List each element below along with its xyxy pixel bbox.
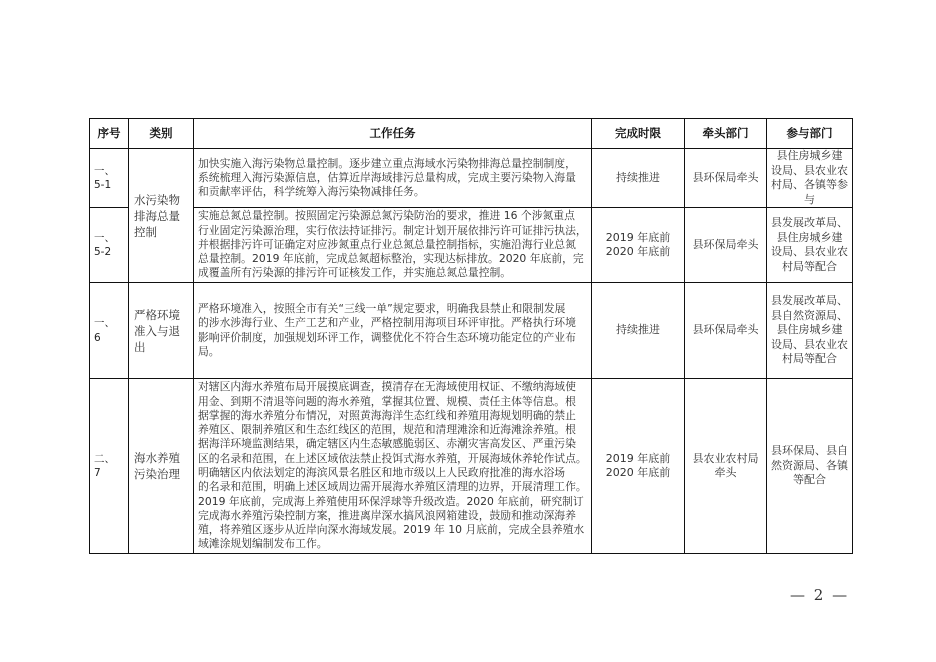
text-line: 县农业农村局 [692,451,759,465]
text-line: 用金、到期不清退等问题的海水养殖，掌握其位置、规模、责任主体等信息。根 [198,394,576,408]
lead-dept-cell [685,379,767,554]
text-line: 污染治理 [134,467,180,481]
text-line: 一、 [94,317,115,329]
table-row [90,149,853,208]
text-line: 县环保局牵头 [692,323,759,337]
header-participants: 参与部门 [767,119,853,149]
text-line: 和贡献率评估，科学统筹入海污染物减排任务。 [198,185,425,199]
text-line: 准入与退 [134,323,180,338]
text-line: 县住房城乡建 [776,149,843,162]
text-line: 2019 年底前，完成海上养殖使用环保浮球等升级改造。2020 年底前，研究制订 [198,494,584,508]
deadline-cell [592,208,685,283]
participants-cell [767,283,853,379]
task-cell [194,208,592,283]
text-line: 县环保局牵头 [692,237,759,251]
task-cell [194,379,592,554]
category-cell [129,283,194,379]
header-deadline: 完成时限 [592,119,685,149]
text-line: 等配合 [793,473,826,487]
header-category: 类别 [129,119,194,149]
text-line: 一、 [94,164,115,177]
header-task: 工作任务 [194,119,592,149]
text-line: 排海总量 [134,208,180,223]
header-lead-dept: 牵头部门 [685,119,767,149]
task-table [89,118,853,554]
page-number: — 2 — [790,586,850,604]
deadline-cell [592,149,685,208]
text-line: 局。 [198,344,220,358]
text-line: 行业固定污染源治理，实行依法持证排污。制定计划开展依排污许可证排污执法， [198,223,587,237]
text-line: 村局、各镇等参 [771,178,848,191]
text-line: 水污染物 [134,192,180,207]
participants-cell [767,379,853,554]
text-line: 控制 [134,224,157,239]
text-line: 与 [804,192,815,206]
lead-dept-cell [685,283,767,379]
text-line: 一、 [94,231,115,244]
text-line: 5-1 [94,179,112,191]
text-line: 设局、县农业农 [771,337,848,351]
text-line: 对辖区内海水养殖布局开展摸底调查，摸清存在无海域使用权证、不缴纳海域使 [198,380,576,394]
category-cell [129,379,194,554]
serial-cell [90,283,129,379]
text-line: 严格环境 [134,307,180,322]
text-line: 系统梳理入海污染源信息，估算近岸海域排污总量构成，完成主要污染物入海量 [198,170,576,184]
text-line: 影响评价制度，加强规划环评工作，调整优化不符合生态环境功能定位的产业布 [198,330,576,344]
header-serial: 序号 [90,119,129,149]
text-line: 完成海水养殖污染控制方案，推进离岸深水搞风浪网箱建设，鼓励和推动深海养 [198,508,576,522]
text-line: 加快实施入海污染物总量控制。逐步建立重点海域水污染物排海总量控制制度， [198,156,576,170]
text-line: 县自然资源局、 [771,308,848,322]
text-line: 二、 [94,452,115,465]
serial-cell [90,208,129,283]
deadline-cell [592,283,685,379]
text-line: 县环保局牵头 [692,170,759,184]
table-row [90,283,853,379]
text-line: 牵头 [714,466,737,479]
text-line: 域滩涂规划编制发布工作。 [198,537,328,551]
text-line: 县住房城乡建 [776,323,843,337]
text-line: 县发展改革局、 [771,216,848,229]
text-line: 县发展改革局、 [771,294,848,308]
text-line: 设局、县农业农 [771,163,848,177]
category-cell [129,149,194,283]
text-line: 然资源局、各镇 [771,458,848,472]
text-line: 2019 年底前 [605,230,671,244]
text-line: 据海洋环境监测结果，确定辖区内生态敏感脆弱区、赤潮灾害高发区、严重污染 [198,437,576,451]
table-header-row [90,119,853,149]
participants-cell [767,208,853,283]
text-line: 县环保局、县自 [771,444,848,458]
text-line: 严格环境准入，按照全市有关“三线一单”规定要求，明确我县禁止和限制发展 [198,301,566,315]
serial-cell [90,379,129,554]
text-line: 并根据排污许可证确定对应涉氮重点行业总氮总量控制指标，实施沿海行业总氮 [198,237,576,251]
text-line: 明确辖区内依法划定的海滨风景名胜区和地市级以上人民政府批准的海水浴场 [198,466,566,479]
text-line: 村局等配合 [782,352,837,366]
text-line: 5-2 [94,246,112,258]
text-line: 的涉水涉海行业、生产工艺和产业，严格控制用海项目环评审批。严格执行环境 [198,316,576,330]
text-line: 县住房城乡建 [776,230,843,244]
deadline-cell [592,379,685,554]
text-line: 出 [134,339,146,354]
text-line: 6 [94,331,101,344]
text-line: 养殖区、限制养殖区和生态红线区的范围，规范和清理滩涂和近海滩涂养殖。根 [198,423,576,437]
text-line: 殖，将养殖区逐步从近岸向深水海域发展。2019 年 10 月底前，完成全县养殖水 [198,523,585,537]
text-line: 2020 年底前 [605,245,671,258]
task-cell [194,149,592,208]
lead-dept-cell [685,208,767,283]
text-line: 据掌握的海水养殖分布情况，对照黄海海洋生态红线和养殖用海规划明确的禁止 [198,408,576,422]
text-line: 总量控制。2019 年底前，完成总氮超标整治，实现达标排放。2020 年底前，完 [198,252,584,266]
text-line: 村局等配合 [782,259,837,273]
text-line: 的名录和范围，明确上述区域周边需开展海水养殖区清理的边界，开展清理工作。 [198,480,587,494]
text-line: 实施总氮总量控制。按照固定污染源总氮污染防治的要求，推进 16 个涉氮重点 [198,209,575,223]
task-cell [194,283,592,379]
lead-dept-cell [685,149,767,208]
text-line: 设局、县农业农 [771,245,848,258]
text-line: 持续推进 [616,323,660,337]
table-row [90,208,853,283]
text-line: 成覆盖所有污染源的排污许可证核发工作，并实施总氮总量控制。 [198,266,512,280]
text-line: 海水养殖 [134,451,180,465]
serial-cell [90,149,129,208]
table-row [90,379,853,554]
text-line: 持续推进 [616,170,660,184]
participants-cell [767,149,853,208]
text-line: 区的名录和范围，在上述区域依法禁止投饵式海水养殖，开展海域休养轮作试点。 [198,451,587,465]
text-line: 2020 年底前 [605,466,671,479]
text-line: 7 [94,467,101,479]
text-line: 2019 年底前 [605,451,671,465]
